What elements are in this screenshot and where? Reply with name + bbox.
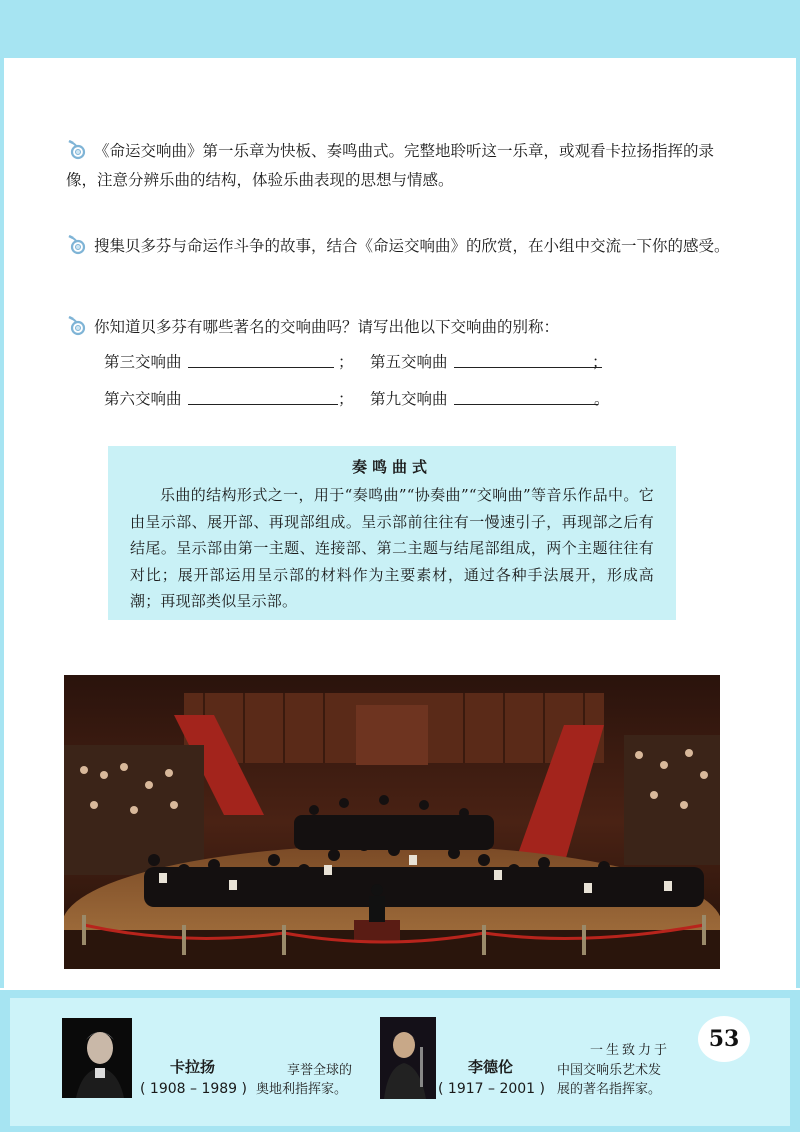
period: 。 [594,390,610,408]
person2-desc-line1: 一生致力于 [590,1043,671,1058]
person1-desc-line2: 奥地利指挥家。 [256,1082,348,1097]
blank-fifth-symphony[interactable] [454,350,602,368]
separator: ； [338,390,354,408]
label-third-symphony: 第三交响曲 [104,353,182,371]
activity-item-1 [66,137,734,195]
activity-item-2 [66,232,734,261]
infobox-title: 奏鸣曲式 [351,458,432,476]
blank-sixth-symphony[interactable] [188,387,338,405]
infobox-body: 乐曲的结构形式之一，用于“奏鸣曲”“协奏曲”“交响曲”等音乐作品中。它由呈示部、展开部、再现部组成。呈示部前往往有一慢速引子，再现部之后有结尾。呈示部由第一主题、连接部、第二主题与结尾部组成，两个主题往往有对比；展开部运用呈示部的材料作为主要素材，通过各种手法展开，形成高潮；再现部类似呈示部。 [130,486,654,610]
blank-third-symphony[interactable] [188,350,334,368]
person1-years: ( 1908 – 1989 ) [140,1081,247,1097]
top-decorative-band [0,0,800,58]
horn-icon [66,316,88,336]
activity-text-3: 你知道贝多芬有哪些著名的交响曲吗？请写出他以下交响曲的别称： [94,318,560,336]
person1-name: 卡拉扬 [170,1058,216,1076]
activity-text-1: 《命运交响曲》第一乐章为快板、奏鸣曲式。完整地聆听这一乐章，或观看卡拉扬指挥的录像，注意分辨乐曲的结构，体验乐曲表现的思想与情感。 [66,142,715,189]
horn-icon [66,235,88,255]
person2-desc-line2: 中国交响乐艺术发 [557,1063,662,1078]
activity-text-2: 搜集贝多芬与命运作斗争的故事，结合《命运交响曲》的欣赏，在小组中交流一下你的感受。 [94,237,730,255]
orchestra-concert-photo [64,675,720,969]
label-ninth-symphony: 第九交响曲 [370,390,448,408]
page-number: 53 [698,1016,750,1062]
person2-name: 李德伦 [468,1058,514,1076]
li-delun-portrait [380,1017,436,1099]
person2-desc-line3: 展的著名指挥家。 [557,1082,662,1097]
person1-desc-line1: 享誉全球的 [287,1063,353,1078]
karajan-portrait [62,1018,132,1098]
horn-icon [66,140,88,160]
separator: ； [338,353,354,371]
sonata-form-infobox [108,446,676,620]
left-border [0,58,4,988]
label-sixth-symphony: 第六交响曲 [104,390,182,408]
separator: ； [592,353,608,371]
blank-ninth-symphony[interactable] [454,387,598,405]
activity-item-3 [66,313,734,342]
person2-years: ( 1917 – 2001 ) [438,1081,545,1097]
right-border [796,58,800,988]
label-fifth-symphony: 第五交响曲 [370,353,448,371]
